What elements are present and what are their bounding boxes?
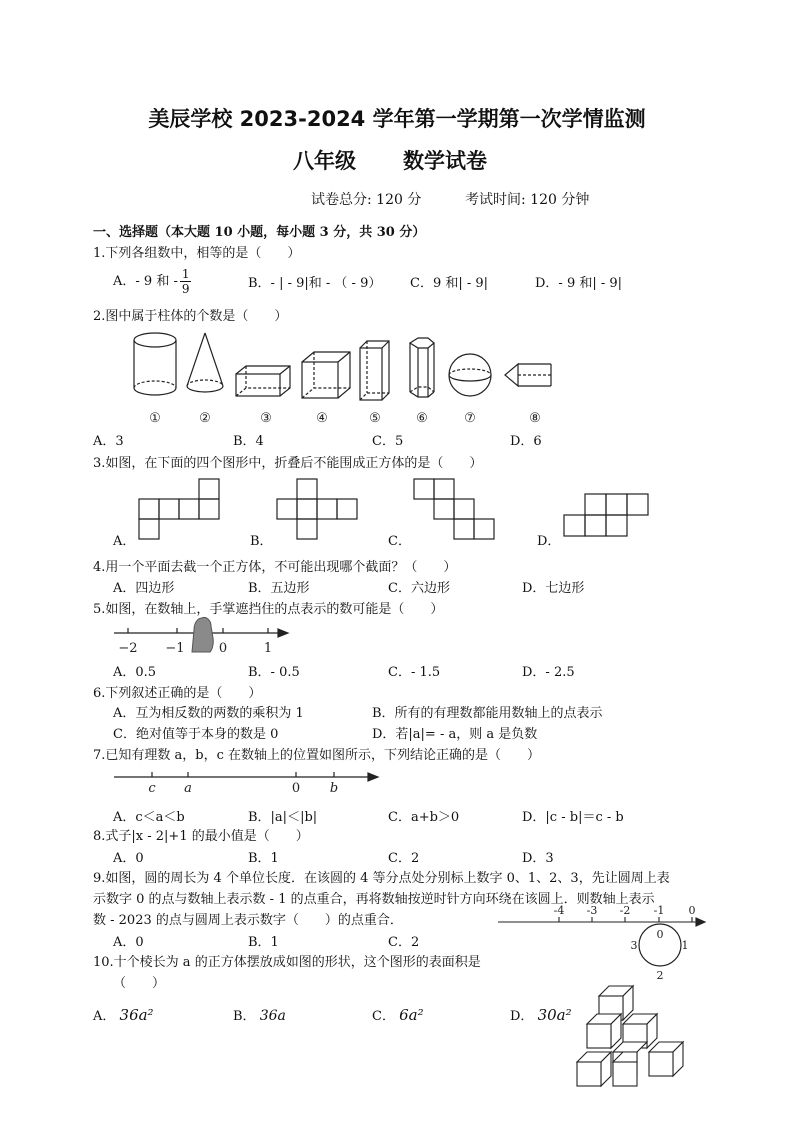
q9-line-3: 数 - 2023 的点与圆周上表示数字（ ）的点重合．: [93, 913, 403, 928]
q7-option-d[interactable]: D．|c - b|＝c - b: [522, 810, 624, 825]
q10-cube-stack-figure: [575, 982, 695, 1094]
q10-line-1: 10.十个棱长为 a 的正方体摆放成如图的形状，这个图形的表面积是: [93, 955, 481, 970]
axis-tick-label: 0: [688, 904, 696, 917]
q1-option-b[interactable]: B．- | - 9|和 - （ - 9）: [248, 276, 382, 291]
q8-option-b[interactable]: B．1: [248, 851, 279, 866]
q6-option-d[interactable]: D．若|a|= - a，则 a 是负数: [372, 727, 538, 742]
q5-option-c[interactable]: C．- 1.5: [388, 665, 441, 680]
q4-option-d[interactable]: D．七边形: [522, 581, 585, 596]
axis-tick-label: 1: [263, 641, 273, 656]
axis-tick-label: -2: [619, 904, 631, 917]
q9-option-b[interactable]: B．1: [248, 935, 279, 950]
q10-option-d-label: D．: [510, 1009, 534, 1024]
q7-stem: 7.已知有理数 a，b，c 在数轴上的位置如图所示，下列结论正确的是（ ）: [93, 748, 541, 763]
q8-option-a[interactable]: A．0: [113, 851, 144, 866]
q9-option-c[interactable]: C．2: [388, 935, 420, 950]
axis-tick-label: -3: [586, 904, 598, 917]
q3-net-d: [563, 493, 649, 541]
q6-option-c[interactable]: C．绝对值等于本身的数是 0: [113, 727, 279, 742]
q2-solids-figure: [125, 328, 565, 428]
q7-number-line: [112, 767, 382, 795]
hexagonal-prism-shape: [410, 338, 434, 397]
triangular-prism-shape: [505, 364, 551, 386]
circle-label: 3: [630, 939, 638, 952]
q10-option-d[interactable]: [510, 1005, 572, 1024]
total-score: 试卷总分: 120 分: [311, 192, 422, 208]
q2-option-d[interactable]: D．6: [510, 434, 542, 449]
q2-option-c[interactable]: C．5: [372, 434, 404, 449]
q7-option-a[interactable]: A．c＜a＜b: [113, 810, 185, 825]
q6-option-a[interactable]: A．互为相反数的两数的乘积为 1: [113, 706, 304, 721]
solid-label: ⑤: [369, 411, 381, 426]
q10-option-b[interactable]: [233, 1005, 286, 1024]
q10-option-a-value: 36a²: [119, 1006, 154, 1024]
q10-line-2: （ ）: [113, 976, 166, 991]
q1-fraction: $\frac{1}{9}$: [181, 267, 190, 296]
solid-label: ⑦: [464, 411, 476, 426]
tall-prism-shape: [360, 341, 389, 400]
q8-option-d[interactable]: D．3: [522, 851, 554, 866]
axis-tick-label: -4: [553, 904, 565, 917]
q7-option-b[interactable]: B．|a|＜|b|: [248, 810, 318, 825]
q1-option-c[interactable]: C．9 和| - 9|: [410, 276, 489, 291]
q7-option-c[interactable]: C．a+b＞0: [388, 810, 460, 825]
q5-option-b[interactable]: B．- 0.5: [248, 665, 300, 680]
axis-tick-label: -1: [653, 904, 665, 917]
q10-option-c[interactable]: [372, 1005, 424, 1024]
q10-option-b-label: B．: [233, 1009, 256, 1024]
solid-label: ①: [149, 411, 161, 426]
subject-label: 数学试卷: [403, 149, 487, 173]
solid-label: ⑧: [529, 411, 541, 426]
q3-net-c: [413, 478, 495, 541]
q8-stem: 8.式子|x - 2|+1 的最小值是（ ）: [93, 829, 309, 844]
solid-label: ②: [199, 411, 211, 426]
q8-option-c[interactable]: C．2: [388, 851, 420, 866]
q9-option-a[interactable]: A．0: [113, 935, 144, 950]
q3-option-d[interactable]: D．: [537, 534, 561, 549]
point-label-a: a: [184, 781, 192, 795]
cylinder-shape: [134, 333, 176, 395]
q3-net-a: [138, 478, 220, 541]
q1-option-a-text: A．- 9 和 -: [113, 274, 178, 289]
q3-option-a[interactable]: A．: [113, 534, 136, 549]
q1-stem: 1.下列各组数中，相等的是（ ）: [93, 246, 301, 261]
axis-tick-label: −1: [165, 641, 185, 656]
cube-shape: [302, 352, 350, 398]
q5-number-line: [112, 612, 297, 656]
q10-option-c-value: 6a²: [399, 1006, 424, 1024]
q2-option-b[interactable]: B．4: [233, 434, 264, 449]
q10-option-b-value: 36a: [259, 1008, 286, 1024]
axis-tick-label: −2: [118, 641, 138, 656]
q2-option-a[interactable]: A．3: [93, 434, 124, 449]
q10-option-a[interactable]: [93, 1005, 154, 1024]
solid-label: ⑥: [416, 411, 428, 426]
point-label-c: c: [148, 781, 156, 795]
cone-shape: [187, 333, 223, 392]
q5-option-d[interactable]: D．- 2.5: [522, 665, 575, 680]
circle-label: 2: [656, 969, 664, 982]
q3-stem: 3.如图，在下面的四个图形中，折叠后不能围成正方体的是（ ）: [93, 456, 483, 471]
q6-option-b[interactable]: B．所有的有理数都能用数轴上的点表示: [372, 706, 603, 721]
q10-option-a-label: A．: [93, 1009, 116, 1024]
q9-axis-circle-figure: [495, 902, 710, 984]
section-heading: 一、选择题（本大题 10 小题，每小题 3 分，共 30 分）: [93, 225, 426, 240]
q4-option-b[interactable]: B．五边形: [248, 581, 310, 596]
q5-stem: 5.如图，在数轴上，手掌遮挡住的点表示的数可能是（ ）: [93, 602, 444, 617]
q3-option-c[interactable]: C．: [388, 534, 411, 549]
q10-option-d-value: 30a²: [537, 1006, 572, 1024]
q1-option-a[interactable]: [113, 267, 191, 296]
solid-label: ③: [260, 411, 272, 426]
exam-title: 美辰学校 2023-2024 学年第一学期第一次学情监测: [148, 107, 646, 131]
q9-line-2: 示数字 0 的点与数轴上表示数 - 1 的点重合，再将数轴按逆时针方向环绕在该圆上．则数轴上表示: [93, 892, 655, 907]
grade-label: 八年级: [293, 149, 356, 173]
circle-label: 0: [656, 928, 664, 941]
q9-line-1: 9.如图，圆的周长为 4 个单位长度．在该圆的 4 等分点处分别标上数字 0、1、2、3，先让圆周上表: [93, 871, 670, 886]
circle-label: 1: [681, 939, 689, 952]
axis-tick-label: 0: [218, 641, 228, 656]
point-label-zero: 0: [291, 781, 301, 795]
hand-icon: [192, 617, 213, 652]
cuboid-shape: [236, 366, 290, 396]
q4-option-c[interactable]: C．六边形: [388, 581, 450, 596]
q6-stem: 6.下列叙述正确的是（ ）: [93, 686, 262, 701]
q3-option-b[interactable]: B．: [250, 534, 273, 549]
solid-label: ④: [316, 411, 328, 426]
point-label-b: b: [329, 781, 339, 795]
q5-option-a[interactable]: A．0.5: [113, 665, 157, 680]
sphere-shape: [449, 354, 491, 396]
q4-option-a[interactable]: A．四边形: [113, 581, 175, 596]
exam-time: 考试时间: 120 分钟: [465, 192, 590, 208]
q2-stem: 2.图中属于柱体的个数是（ ）: [93, 309, 288, 324]
q3-net-b: [276, 478, 358, 541]
q1-option-d[interactable]: D．- 9 和| - 9|: [535, 276, 623, 291]
q4-stem: 4.用一个平面去截一个正方体，不可能出现哪个截面？（ ）: [93, 560, 457, 575]
q10-option-c-label: C．: [372, 1009, 395, 1024]
